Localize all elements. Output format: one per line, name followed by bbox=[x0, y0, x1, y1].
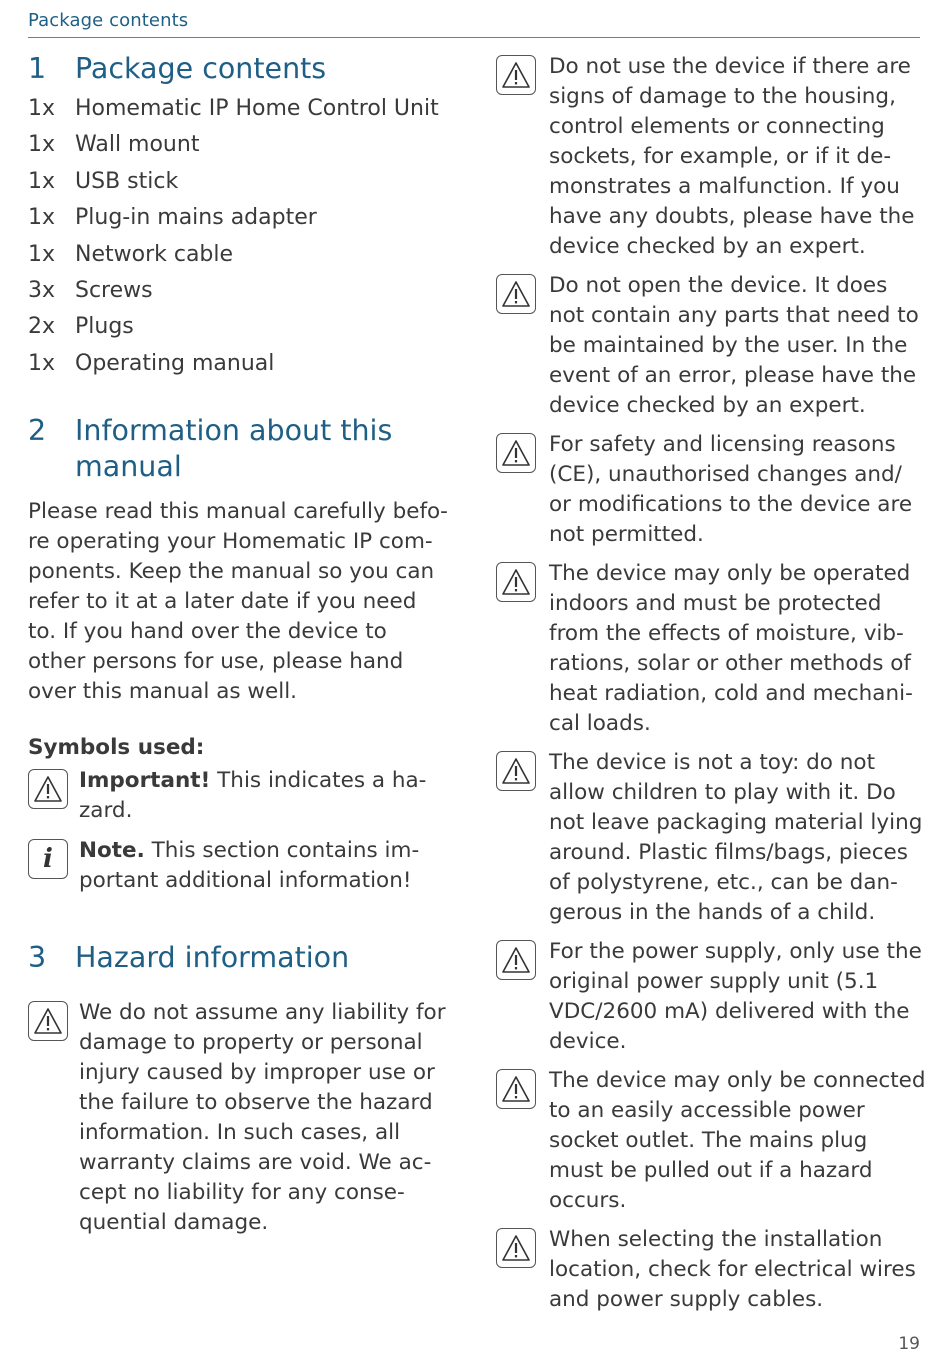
warning-icon bbox=[28, 769, 68, 809]
list-item bbox=[28, 273, 448, 309]
item-label: Plug-in mains adapter bbox=[75, 205, 317, 231]
item-qty: 1x bbox=[28, 168, 56, 194]
section-1-number: 1 bbox=[28, 52, 47, 85]
item-qty: 1x bbox=[28, 241, 56, 267]
section-2-heading bbox=[28, 413, 448, 485]
hazard-item bbox=[496, 559, 926, 739]
item-label: USB stick bbox=[75, 168, 179, 194]
note-description bbox=[79, 836, 448, 896]
symbol-important bbox=[28, 766, 448, 826]
item-label: Operating manual bbox=[75, 350, 275, 376]
hazard-item bbox=[496, 430, 926, 550]
list-item bbox=[28, 200, 448, 236]
important-text: This indicates a hazard. bbox=[79, 768, 427, 824]
warning-icon bbox=[496, 1228, 536, 1268]
section-3-title: Hazard information bbox=[75, 941, 350, 975]
hazard-item bbox=[28, 998, 448, 1238]
hazard-text: The device may only be operated indoors and must be protected from the effects of moisture, vibrations, solar or other methods of heat radiation, cold and mechanical loads. bbox=[549, 561, 913, 736]
item-label: Plugs bbox=[75, 314, 134, 340]
right-column bbox=[496, 50, 926, 1315]
hazard-item bbox=[496, 52, 926, 262]
warning-icon bbox=[496, 433, 536, 473]
warning-icon bbox=[496, 940, 536, 980]
hazard-text: For the power supply, only use the original power supply unit (5.1 VDC/2600 mA) delivered with the device. bbox=[549, 939, 922, 1054]
list-item bbox=[28, 127, 448, 163]
item-label: Homematic IP Home Control Unit bbox=[75, 96, 439, 121]
warning-icon bbox=[496, 55, 536, 95]
hazard-item bbox=[496, 1066, 926, 1216]
list-item bbox=[28, 237, 448, 273]
section-1-title: Package contents bbox=[75, 52, 327, 85]
note-text: This section contains important additional information! bbox=[79, 838, 420, 894]
item-qty: 3x bbox=[28, 278, 56, 304]
important-description bbox=[79, 766, 448, 826]
running-header: Package contents bbox=[28, 10, 189, 31]
symbols-used-label: Symbols used: bbox=[28, 735, 205, 761]
hazard-text: We do not assume any liability for damage to property or personal injury caused by improper use or the failure to observe the hazard information. In such cases, all warranty claims are void. We accept no liability for any consequential damage. bbox=[79, 1000, 446, 1236]
list-item bbox=[28, 346, 448, 382]
list-item bbox=[28, 91, 448, 127]
page-number: 19 bbox=[898, 1334, 920, 1354]
warning-icon bbox=[496, 751, 536, 791]
left-column bbox=[28, 50, 448, 1238]
hazard-text: For safety and licensing reasons (CE), unauthorised changes and/ or modifications to the device are not permitted. bbox=[549, 432, 913, 547]
warning-icon bbox=[496, 562, 536, 602]
header-rule bbox=[28, 37, 920, 38]
hazard-text: Do not open the device. It does not contain any parts that need to be maintained by the user. In the event of an error, please have the device checked by an expert. bbox=[549, 273, 919, 418]
info-icon: i bbox=[28, 839, 68, 879]
hazard-item bbox=[496, 748, 926, 928]
hazard-text: The device may only be connected to an easily accessible power socket outlet. The mains plug must be pulled out if a hazard occurs. bbox=[549, 1068, 926, 1213]
item-qty: 1x bbox=[28, 96, 56, 121]
hazard-text: The device is not a toy: do not allow children to play with it. Do not leave packaging material lying around. Plastic films/bags, pieces of polystyrene, etc., can be dangerous in the hands of a child. bbox=[549, 750, 923, 925]
section-3-heading bbox=[28, 940, 448, 976]
item-qty: 2x bbox=[28, 314, 56, 340]
hazard-item bbox=[496, 1225, 926, 1315]
hazard-text: When selecting the installation location, check for electrical wires and power supply cables. bbox=[549, 1227, 916, 1312]
item-qty: 1x bbox=[28, 350, 56, 376]
item-label: Network cable bbox=[75, 241, 234, 267]
item-qty: 1x bbox=[28, 205, 56, 231]
section-1-heading bbox=[28, 51, 448, 87]
section-2-number: 2 bbox=[28, 414, 47, 448]
section-3-number: 3 bbox=[28, 941, 47, 975]
note-label: Note. bbox=[79, 838, 145, 864]
list-item bbox=[28, 309, 448, 345]
section-2-title-line-2: manual bbox=[75, 450, 182, 484]
section-2-title-line-1: Information about this bbox=[75, 414, 393, 448]
item-label: Screws bbox=[75, 278, 153, 304]
package-contents-list bbox=[28, 91, 448, 382]
symbol-note bbox=[28, 836, 448, 896]
hazard-item bbox=[496, 271, 926, 421]
warning-icon bbox=[496, 274, 536, 314]
manual-info-paragraph: Please read this manual carefully before operating your Homematic IP components. Keep the manual so you can refer to it at a later date if you need to. If you hand over the device to other persons for use, please hand over this manual as well. bbox=[28, 499, 448, 705]
section-2-title bbox=[75, 413, 448, 485]
item-qty: 1x bbox=[28, 132, 56, 158]
hazard-item bbox=[496, 937, 926, 1057]
important-label: Important! bbox=[79, 768, 211, 794]
item-label: Wall mount bbox=[75, 132, 200, 158]
list-item bbox=[28, 164, 448, 200]
warning-icon bbox=[496, 1069, 536, 1109]
warning-icon bbox=[28, 1001, 68, 1041]
hazard-text: Do not use the device if there are signs of damage to the housing, control elements or connecting sockets, for example, or if it demonstrates a malfunction. If you have any doubts, please have the device checked by an expert. bbox=[549, 54, 915, 259]
